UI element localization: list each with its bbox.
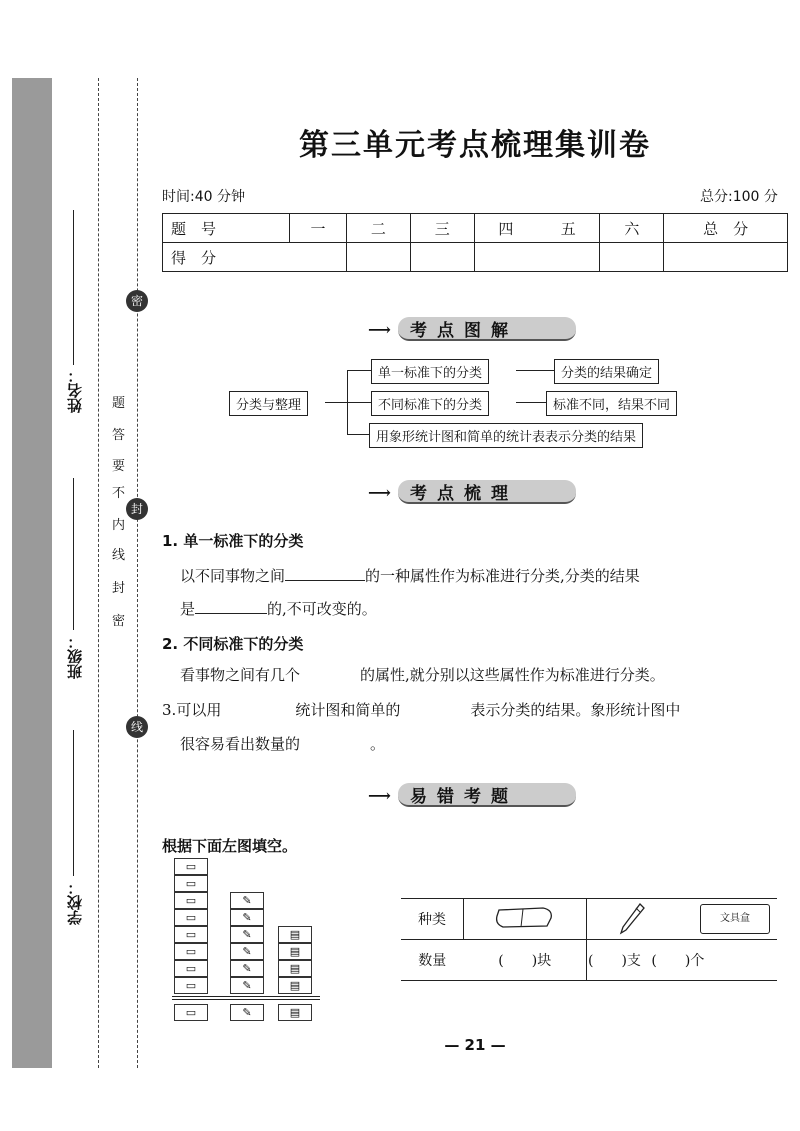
kind-label: 种类: [401, 899, 464, 940]
text: 很容易看出数量的: [180, 735, 301, 753]
name-label: 姓名：: [66, 368, 84, 413]
score-table-row: [163, 243, 788, 272]
header-cell: 二: [347, 214, 411, 243]
connector: [516, 370, 554, 371]
section-2-title: 2. 不同标准下的分类: [162, 635, 304, 653]
text: 是: [180, 600, 196, 618]
warning-char: 封: [112, 581, 126, 596]
diagram-branch-3: 用象形统计图和简单的统计表表示分类的结果: [369, 423, 643, 448]
stationery-box-icon: [700, 904, 770, 934]
banner-title: 考点梳理: [410, 484, 518, 504]
eraser-cell: [464, 899, 587, 940]
score-table-header: [163, 214, 788, 243]
section-3-number: 3.: [162, 701, 177, 719]
text: 以不同事物之间: [180, 567, 286, 585]
eraser-pictogram: ▭: [174, 926, 208, 943]
section-2-line-1: [180, 664, 665, 685]
diagram-root: 分类与整理: [229, 391, 308, 416]
cut-line-inner: [137, 78, 138, 1068]
pencil-pictogram: ✎: [230, 909, 264, 926]
time-limit: 时间:40 分钟: [162, 189, 245, 205]
pencil-pictogram: ✎: [230, 943, 264, 960]
quantity-label: 数量: [401, 940, 464, 981]
stationery-box-pictogram: ▤: [278, 926, 312, 943]
banner-title: 易错考题: [410, 787, 518, 807]
eraser-pictogram: ▭: [174, 875, 208, 892]
warning-char: 题: [112, 396, 126, 411]
school-blank: [73, 730, 74, 876]
pencil-key: ✎: [230, 1004, 264, 1021]
page-number: — 21 —: [444, 1036, 506, 1054]
answer-table: [401, 898, 777, 981]
fill-blank[interactable]: [285, 580, 365, 581]
pencil-box-cell: [587, 899, 778, 940]
diagram-branch-1: 单一标准下的分类: [371, 359, 489, 384]
warning-char: 要: [112, 459, 126, 474]
header-cell: 六: [600, 214, 664, 243]
banner-diagram: [368, 314, 580, 342]
eraser-pictogram: ▭: [174, 977, 208, 994]
section-3-line-2: [180, 733, 385, 754]
diagram-branch-2: 不同标准下的分类: [371, 391, 489, 416]
row-label: 得 分: [163, 243, 347, 272]
score-cell[interactable]: [664, 243, 788, 272]
arrow-icon: ⟶: [368, 320, 391, 339]
banner-title: 考点图解: [410, 321, 518, 341]
eraser-icon: [493, 904, 557, 930]
pencil-pictogram: ✎: [230, 926, 264, 943]
pencil-pictogram: ✎: [230, 977, 264, 994]
text: 表示分类的结果。象形统计图中: [470, 701, 681, 719]
connector: [347, 402, 371, 403]
section-1-line-1: [180, 565, 640, 586]
header-cell: 三: [410, 214, 474, 243]
arrow-icon: ⟶: [368, 786, 391, 805]
pencil-pictogram: ✎: [230, 892, 264, 909]
quantity-row: [401, 940, 777, 981]
pencil-icon: [618, 902, 646, 936]
header-cell: 一: [290, 214, 347, 243]
eraser-pictogram: ▭: [174, 943, 208, 960]
eraser-pictogram: ▭: [174, 960, 208, 977]
seal-mark-2: 封: [126, 498, 148, 520]
page-title: 第三单元考点梳理集训卷: [299, 128, 651, 163]
warning-char: 不: [112, 486, 126, 501]
section-1-line-2: [180, 598, 377, 619]
warning-char: 密: [112, 614, 126, 629]
header-cell: 题 号: [163, 214, 290, 243]
eraser-pictogram: ▭: [174, 909, 208, 926]
score-cell[interactable]: [600, 243, 664, 272]
stationery-box-pictogram: ▤: [278, 943, 312, 960]
text: 的一种属性作为标准进行分类,分类的结果: [365, 567, 640, 585]
pictograph-baseline: [172, 996, 320, 1000]
connector: [325, 402, 347, 403]
banner-review: [368, 477, 580, 505]
school-label: 学校：: [66, 880, 84, 925]
kind-row: [401, 899, 777, 940]
box-quantity[interactable]: ( )个: [651, 953, 705, 969]
text: 可以用: [176, 701, 222, 719]
score-cell[interactable]: [410, 243, 474, 272]
seal-mark-1: 密: [126, 290, 148, 312]
pencil-box-quantity: [587, 940, 778, 981]
warning-char: 线: [112, 548, 126, 563]
section-3-line-1: [162, 699, 680, 720]
score-table: [162, 213, 788, 272]
connector: [516, 402, 546, 403]
diagram-branch-2-result: 标准不同，结果不同: [546, 391, 677, 416]
fill-blank[interactable]: [195, 613, 267, 614]
section-1-title: 1. 单一标准下的分类: [162, 532, 304, 550]
pencil-pictogram: ✎: [230, 960, 264, 977]
warning-char: 内: [112, 518, 126, 533]
connector: [347, 370, 371, 371]
banner-mistakes: [368, 780, 580, 808]
box-label: 文具盒: [720, 913, 750, 924]
total-score: 总分:100 分: [700, 189, 778, 205]
text: 的属性,就分别以这些属性作为标准进行分类。: [360, 666, 665, 684]
header-cell: 四: [474, 214, 537, 243]
class-blank: [73, 478, 74, 630]
text: 看事物之间有几个: [180, 666, 301, 684]
score-cell[interactable]: [474, 243, 600, 272]
diagram-branch-1-result: 分类的结果确定: [554, 359, 659, 384]
arrow-icon: ⟶: [368, 483, 391, 502]
eraser-quantity[interactable]: ( )块: [464, 940, 587, 981]
cut-line-outer: [98, 78, 99, 1068]
connector: [347, 434, 369, 435]
eraser-pictogram: ▭: [174, 892, 208, 909]
header-cell: 总 分: [664, 214, 788, 243]
text: 。: [370, 735, 386, 753]
eraser-pictogram: ▭: [174, 858, 208, 875]
class-label: 班级：: [66, 634, 84, 679]
question-prompt: 根据下面左图填空。: [162, 837, 298, 855]
text: 统计图和简单的: [295, 701, 401, 719]
icon-group: [588, 902, 776, 936]
pencil-quantity[interactable]: ( )支: [588, 953, 641, 969]
name-blank: [73, 210, 74, 365]
header-cell: 五: [537, 214, 600, 243]
text: 的,不可改变的。: [267, 600, 377, 618]
eraser-key: ▭: [174, 1004, 208, 1021]
stationery-box-key: ▤: [278, 1004, 312, 1021]
pictograph-chart: [172, 860, 322, 1028]
warning-char: 答: [112, 428, 126, 443]
score-cell[interactable]: [347, 243, 411, 272]
binding-margin: [12, 78, 52, 1068]
stationery-box-pictogram: ▤: [278, 960, 312, 977]
stationery-box-pictogram: ▤: [278, 977, 312, 994]
seal-mark-3: 线: [126, 716, 148, 738]
